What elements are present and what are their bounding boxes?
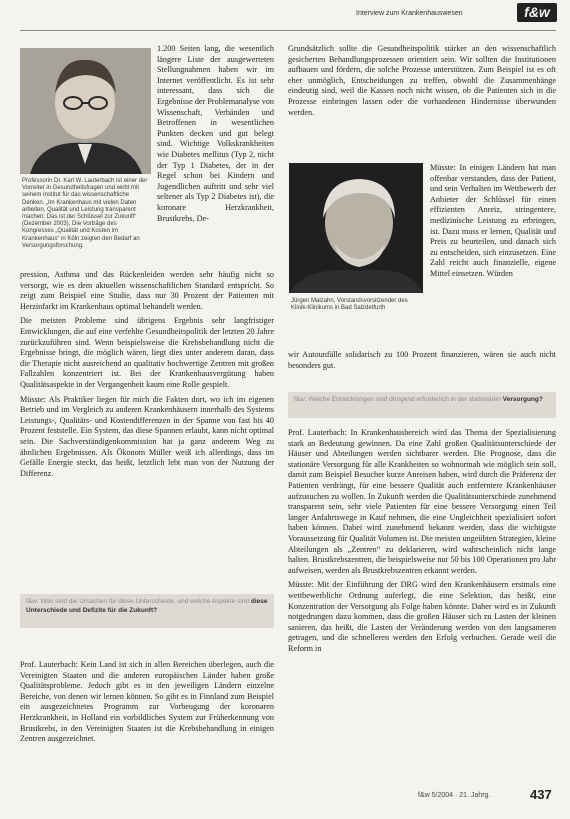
page-number: 437 [530,787,552,802]
portrait-icon [20,48,151,174]
question-text-bold: Versorgung? [502,396,543,403]
question-box-1 [20,594,274,628]
column-left-top [157,44,274,228]
column-right-mid [288,350,556,375]
footer-issue: f&w 5/2004 · 21. Jahrg. [418,792,491,799]
paragraph: Müsste: In einigen Ländern hat man offenbar verstanden, dass der Patient, und sein Verhalten im Wettbewerb der Anbieter der Schlüssel für einen effizienten Anreiz, stringentere, medizinische Leistung zu erbringen, ist. Dazu muss er lernen, Qualität und Preis zu beurteilen, und danach sich zu entscheiden, sich einzusetzen. Eine Zahl reicht auch finanzielle, eigene Mittel einsetzen. Würden [430,163,556,278]
paragraph: Prof. Lauterbach: Kein Land ist sich in allen Bereichen überlegen, auch die Vereinigten Staaten und die anderen europäischen Länder haben große Qualitätsprobleme. Jedoch gibt es in den jeweiligen Ländern einzelne Bereiche, von denen wir lernen können. So gibt es in Finnland zum Beispiel ein ausgezeichnetes Programm zur Vorbeugung der koronaren Herzkrankheit, in Holland ein vorbildliches System zur Früherkennung von Brustkrebs, in den Vereinigten Staaten ist die Krebsbehandlung in einigen Zentren ausgezeichnet. [20,660,274,744]
paragraph: Grundsätzlich sollte die Gesundheitspolitik stärker an den wissenschaftlich gesicherten Behandlungsprozessen orientiert sein. Wir sollten die Institutionen aufbauen und fördern, die solche Prozesse unterstützen. Zum Beispiel ist es oft eher unmöglich, Entscheidungen zu treffen, obwohl die Zusammenhänge eindeutig sind, weil die Kassen noch nicht wissen, ob die Patienten sich in die Prozesse einbringen lassen oder die vorhandenen Hindernisse überwunden werden. [288,44,556,117]
portrait-icon [289,163,423,293]
section-header-label: Interview zum Krankenhauswesen [356,10,463,17]
column-right-bottom [288,428,556,658]
question-box-2 [288,392,556,418]
photo-caption-2: Jürgen Malzahn, Vorstandsvorsitzender des Klinik-Klinikums in Bad Salzdetfurth [291,298,408,312]
paragraph: Prof. Lauterbach: In Krankenhausbereich wird das Thema der Spezialisierung stark an Bedeutung gewinnen. Da eine Zahl großen Qualitätsunterschiede der Häuser und Abteilungen werden sichtbarer werden. Die Prognose, dass die stationäre Versorgung für alle Krankheiten so wohnortnah wie möglich sein soll, damit zum Beispiel Besucher kurze Anreisen haben, wird durch die Präferenz der Patienten verdrängt, für eine bessere Qualität auch entferntere Krankenhäuser aufzusuchen zu wollen. In Zukunft werden die Qualitätsunterschiede zunehmend transparent sein, sehr viele Patienten für eine bessere Versorgung einen Teil langer Anfahrtswege in Kauf nehmen, die eine Ungleichheit spezialisiert sofort haben können. Dabei wird zunehmend bekannt werden, dass die wichtigste Voraussetzung für Qualität Volumen ist. Die meisten ungeübten Strategien, kleine Abteilungen als „Zentren“ zu deklarieren, wird wahrscheinlich nicht lange halten. Brustkrebszentren, die beispielsweise nur 50 bis 100 Operationen pro Jahr aufweisen, werden als Brustkrebszentren erkannt werden. [288,428,556,575]
header-divider [20,30,556,31]
paragraph: pression, Asthma und das Rückenleiden werden sehr häufig nicht so versorgt, wie es dem aktuellen wissenschaftlichen Standard entspricht. So zeigt zum Beispiel eine Studie, dass nur 30 Prozent der Patienten mit Herzinfarkt im Krankenhaus optimal behandelt werden. [20,270,274,311]
column-right-top [288,44,556,122]
paragraph: Müsste: Mit der Einführung der DRG wird den Krankenhäusern erstmals eine wettbewerbliche Ordnung auferlegt, die eine Selektion, das heißt, eine Konzentration der Versorgung als Folge haben könnte. Daher wird es in Zukunft notgedrungen dazu kommen, dass die großen Häuser sich zu Lasten der kleinen sanieren, das heißt, die Lasten der Veränderung werden von den langsameren getragen, und die schnelleren werden den Erfolg verbuchen. Gerade weil die Reform in [288,580,556,653]
paragraph: wir Autounfälle solidarisch zu 100 Prozent finanzieren, wären sie auch nicht besonders gut. [288,350,556,370]
column-left-main [20,270,274,483]
photo-caption-1: Professorin Dr. Karl W. Lauterbach ist einer der Vorreiter in Gesundheitsfragen und wirbt mit seinem Institut für das wissenschaftliche Denken. „Im Krankenhaus mit vielen Daten arbeiten, Qualität und Leistung transparent machen: Das ist der Schlüssel zur Zukunft“ (Dezember 2003). Die Vorträge des Kongresses „Qualität und Kosten im Krankenhaus“ in Köln zeigten den Bedarf an Versorgungsforschung. [22,178,148,249]
question-text: f&w: Was sind die Ursachen für diese Unterschiede, und welche Aspekte sind [26,598,250,605]
portrait-photo-malzahn [289,163,423,293]
column-left-bottom [20,660,274,749]
column-right-beside-photo [430,163,556,284]
portrait-photo-lauterbach [20,48,151,174]
paragraph: Die meisten Probleme sind übrigens Ergebnis sehr langfristiger Entwicklungen, die auf eine verfehlte Gesundheitspolitik der letzten 20 Jahre zurückzuführen sind. Wenn beispielsweise die Krebsbehandlung nicht die Ergebnisse bringt, die möglich wären, liegt dies unter anderem daran, dass die Therapie nicht ausreichend an qualitativ hochwertige Zentren mit großen Fallzahlen konzentriert ist. Bei der Krankenhausvergütung haben Qualitätsaspekte in der Vergangenheit kaum eine Rolle gespielt. [20,316,274,389]
question-text: f&w: Welche Entwicklungen sind dringend erforderlich in der stationären [294,396,501,403]
question-text-bold: diese Unterschiede und Defizite für die Zukunft? [26,598,268,614]
paragraph: Müsste: Als Praktiker liegen für mich die Fakten dort, wo ich im eigenen Betrieb und im Vergleich zu anderen Krankenhäusern innerhalb des Systems Leistungs-, Qualitäts- und Kostendifferenzen in der Spanne von fast bis 40 Prozent feststelle. Ein System, das diese Spannen erlaubt, kann nicht optimal sein. Die Sachverständigenkommission hat ja ganz anderem Weg zu ähnlichen Ergebnissen. Als Ökonom Müller weiß ich allerdings, dass im Gefälle Energie steckt, das heißt, letztlich lebt man von der Nutzung der Differenz. [20,394,274,478]
magazine-logo: f&w [517,3,557,22]
paragraph: 1.200 Seiten lang, die wesentlich längere Liste der ausgewerteten Stellungnahmen haben wir im Internet veröffentlicht. Es ist sehr interessant, dass sich die Ergebnisse der Problemanalyse von Wissenschaft, Verbänden und Betroffenen in wesentlichen Punkten decken und gut belegt sind. Wichtige Volkskrankheiten wie Diabetes mellitus (Typ 2, nicht der Typ 1 Diabetes, der in der Regel schon bei Kindern und Jugendlichen auftritt und sehr viel seltener als Typ 2 Diabetes ist), die koronare Herzkrankheit, Brustkrebs, De- [157,44,274,223]
